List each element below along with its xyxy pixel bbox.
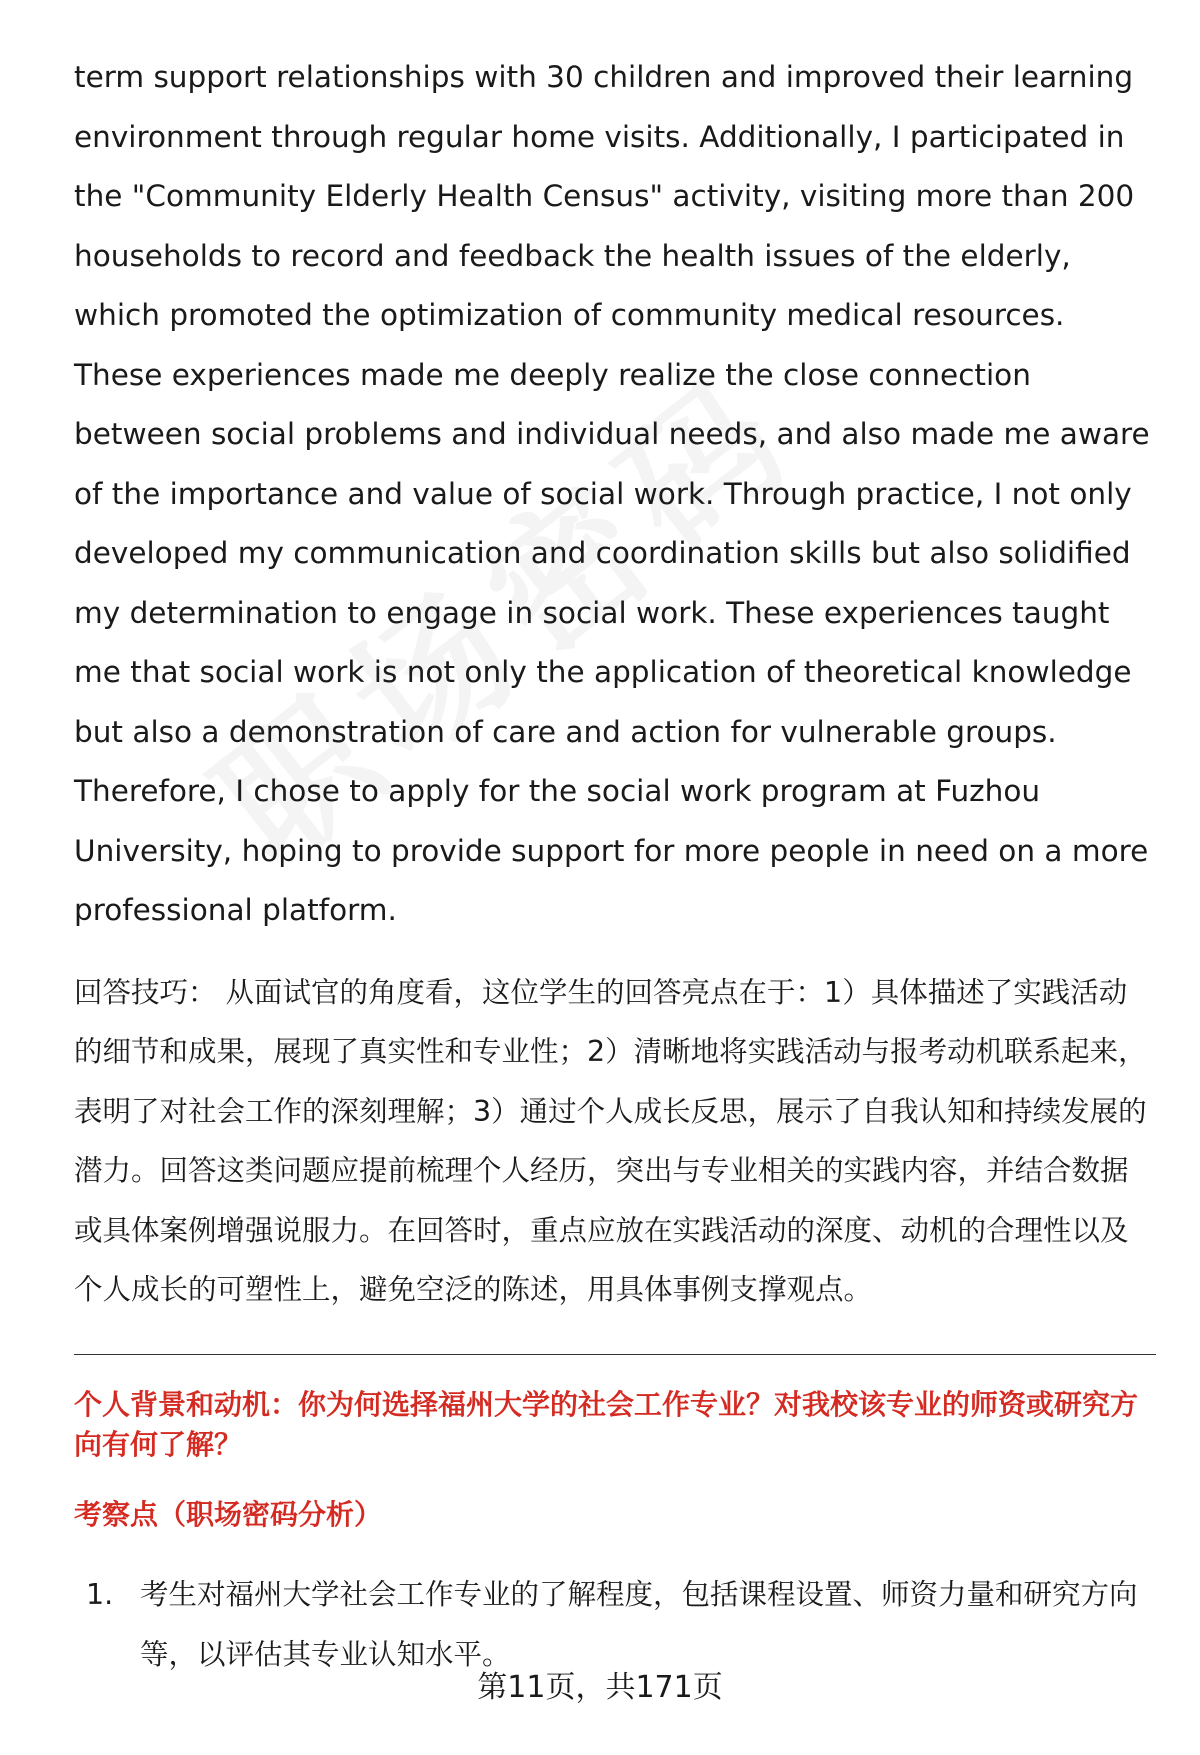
essay-paragraph: term support relationships with 30 children and improved their learning environment through regular home visits. Additionally, I participated in the "Community Elderly Health Census" activity, visiting more than 200 households to record and feedback the health issues of the elderly, which promoted the optimization of community medical resources. These experiences made me deeply realize the close connection between social problems and individual needs, and also made me aware of the importance and value of social work. Through practice, I not only developed my communication and coordination skills but also solidified my determination to engage in social work. These experiences taught me that social work is not only the application of theoretical knowledge but also a demonstration of care and action for vulnerable groups. Therefore, I chose to apply for the social work program at Fuzhou University, hoping to provide support for more people in need on a more professional platform. xyxy=(74,60,1150,927)
answer-tips-paragraph: 回答技巧： 从面试官的角度看，这位学生的回答亮点在于：1）具体描述了实践活动的细节和成果，展现了真实性和专业性；2）清晰地将实践活动与报考动机联系起来，表明了对社会工作的深刻理解；3）通过个人成长反思，展示了自我认知和持续发展的潜力。回答这类问题应提前梳理个人经历，突出与专业相关的实践内容，并结合数据或具体案例增强说服力。在回答时，重点应放在实践活动的深度、动机的合理性以及个人成长的可塑性上，避免空泛的陈述，用具体事例支撑观点。 xyxy=(74,975,1147,1306)
page-number-footer: 第11页，共171页 xyxy=(477,1670,723,1705)
question-heading: 个人背景和动机：你为何选择福州大学的社会工作专业？对我校该专业的师资或研究方向有何了解？ xyxy=(74,1387,1139,1461)
section-divider xyxy=(74,1354,1156,1355)
list-item xyxy=(74,1565,1154,1685)
assessment-points-list xyxy=(74,1565,1154,1685)
assessment-points-heading: 考察点（职场密码分析） xyxy=(74,1497,383,1531)
page-content xyxy=(74,48,1154,1685)
list-item-text: 考生对福州大学社会工作专业的了解程度，包括课程设置、师资力量和研究方向等，以评估其专业认知水平。 xyxy=(140,1577,1138,1671)
list-item-number: 1. xyxy=(86,1577,114,1611)
